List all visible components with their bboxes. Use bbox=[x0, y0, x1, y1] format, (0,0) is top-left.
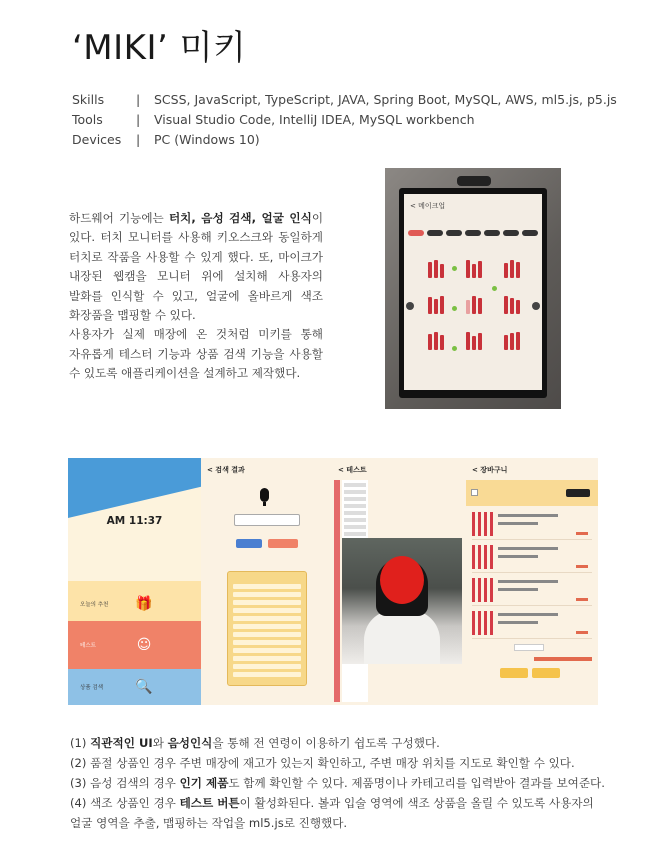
pagination bbox=[514, 644, 544, 651]
note-item bbox=[70, 773, 610, 793]
popup-row bbox=[233, 608, 301, 613]
note-highlight: 인기 제품 bbox=[179, 776, 229, 790]
popup-row bbox=[233, 648, 301, 653]
cart-item bbox=[472, 609, 592, 639]
menu-label: 상품 검색 bbox=[80, 685, 104, 691]
product-thumb bbox=[498, 252, 526, 280]
meta-row-tools bbox=[72, 110, 617, 130]
cart-total bbox=[534, 657, 592, 661]
chip bbox=[427, 230, 443, 236]
test-screen bbox=[332, 458, 466, 705]
meta-label: Devices bbox=[72, 132, 122, 147]
screen-panels bbox=[68, 458, 598, 705]
webcam-icon bbox=[457, 176, 491, 186]
order-button bbox=[500, 668, 528, 678]
menu-search bbox=[68, 669, 201, 705]
microphone-icon bbox=[260, 488, 269, 502]
chip bbox=[446, 230, 462, 236]
note-item bbox=[70, 753, 610, 773]
popup-row bbox=[233, 592, 301, 597]
order-all-button bbox=[532, 668, 560, 678]
kiosk-screen-header: < 메이크업 bbox=[410, 202, 446, 210]
header-shape bbox=[68, 458, 201, 518]
product-thumb bbox=[422, 288, 450, 316]
search-input bbox=[234, 514, 300, 526]
cart-item bbox=[472, 510, 592, 540]
meta-separator: | bbox=[136, 112, 141, 127]
clock-display: AM 11:37 bbox=[106, 515, 163, 527]
popup-row bbox=[233, 640, 301, 645]
chip bbox=[484, 230, 500, 236]
menu-label: 테스트 bbox=[80, 643, 96, 649]
meta-separator: | bbox=[136, 132, 141, 147]
product-thumb bbox=[422, 324, 450, 352]
product-thumb bbox=[460, 324, 488, 352]
category-chips bbox=[408, 230, 538, 236]
chip bbox=[408, 230, 424, 236]
page-title: ‘MIKI’ 미키 bbox=[72, 28, 247, 68]
shirt-shape bbox=[364, 610, 440, 664]
note-text: (4) 색조 상품인 경우 bbox=[70, 796, 180, 810]
note-text: 을 통해 전 연령이 이용하기 쉽도록 구성했다. bbox=[212, 736, 440, 750]
meta-row-skills bbox=[72, 90, 617, 110]
product-thumb bbox=[460, 288, 488, 316]
note-highlight: 직관적인 UI bbox=[90, 736, 153, 750]
status-dot bbox=[452, 346, 457, 351]
face-icon: ☺ bbox=[136, 637, 152, 653]
product-thumb bbox=[422, 252, 450, 280]
select-all-checkbox bbox=[471, 489, 478, 496]
home-screen bbox=[68, 458, 201, 705]
chip bbox=[465, 230, 481, 236]
note-highlight: 음성인식 bbox=[167, 736, 213, 750]
intro-paragraph: 사용자가 실제 매장에 온 것처럼 미키를 통해 자유롭게 테스터 기능과 상품 검색 기능을 사용할 수 있도록 애플리케이션을 설계하고 제작했다. bbox=[69, 327, 323, 381]
product-grid bbox=[422, 252, 526, 352]
menu-label: 오늘의 추천 bbox=[80, 602, 109, 608]
cart-item bbox=[472, 543, 592, 573]
product-thumb bbox=[498, 324, 526, 352]
meta-row-devices bbox=[72, 130, 617, 150]
kiosk-photo bbox=[385, 168, 561, 409]
feature-notes bbox=[70, 733, 610, 833]
gift-icon: 🎁 bbox=[135, 596, 153, 612]
popup-row bbox=[233, 616, 301, 621]
popup-row bbox=[233, 624, 301, 629]
meta-value: SCSS, JavaScript, TypeScript, JAVA, Spring Boot, MySQL, AWS, ml5.js, p5.js bbox=[154, 92, 617, 107]
note-text: 도 함께 확인할 수 있다. 제품명이나 카테고리를 입력받아 결과를 보여준다. bbox=[228, 776, 605, 790]
note-item bbox=[70, 733, 610, 753]
note-highlight: 테스트 버튼 bbox=[179, 796, 240, 810]
screen-header: < 테스트 bbox=[338, 466, 367, 474]
webcam-photo bbox=[342, 538, 462, 664]
intro-highlight: 터치, 음성 검색, 얼굴 인식 bbox=[168, 211, 312, 225]
screen-header: < 검색 결과 bbox=[207, 466, 245, 474]
meta-value: PC (Windows 10) bbox=[154, 132, 260, 147]
popup-row bbox=[233, 632, 301, 637]
face-redaction bbox=[380, 556, 424, 604]
side-strip bbox=[334, 480, 340, 702]
note-text: (3) 음성 검색의 경우 bbox=[70, 776, 180, 790]
note-text: (2) 품절 상품인 경우 주변 매장에 재고가 있는지 확인하고, 주변 매장 위치를 지도로 확인할 수 있다. bbox=[70, 756, 575, 770]
product-thumb bbox=[460, 252, 488, 280]
microphone-stand bbox=[263, 502, 266, 506]
project-meta bbox=[72, 90, 617, 150]
cart-screen bbox=[466, 458, 598, 705]
popup-row bbox=[233, 664, 301, 669]
search-icon: 🔍 bbox=[135, 679, 153, 695]
search-button bbox=[236, 539, 262, 548]
intro-text-run: 하드웨어 기능에는 bbox=[69, 211, 169, 225]
intro-paragraph bbox=[69, 209, 323, 325]
status-dot bbox=[452, 266, 457, 271]
popup-row bbox=[233, 672, 301, 677]
search-screen bbox=[201, 458, 332, 705]
intro-text-run: 이 있다. 터치 모니터를 사용해 키오스크와 동일하게 터치로 작품을 사용할 수 있게 했다. 또, 마이크가 내장된 웹캠을 모니터 위에 설치해 사용자의 발화를 인식할 수 있고, 얼굴에 올바르게 색조 화장품을 맵핑할 수 있다. bbox=[69, 211, 324, 323]
menu-test bbox=[68, 621, 201, 669]
note-text: 이 활성화된다. 볼과 입술 영역에 색조 상품을 올릴 수 있도록 사용자의 얼굴 영역을 추출, 맵핑하는 작업을 ml5.js로 진행했다. bbox=[70, 796, 594, 830]
popup-row bbox=[233, 656, 301, 661]
chip bbox=[522, 230, 538, 236]
chip bbox=[503, 230, 519, 236]
product-thumb bbox=[498, 288, 526, 316]
intro-text bbox=[69, 209, 323, 384]
status-dot bbox=[492, 286, 497, 291]
popup-row bbox=[233, 584, 301, 589]
delete-selected-button bbox=[566, 489, 590, 497]
popular-products-popup bbox=[227, 571, 307, 686]
status-dot bbox=[452, 306, 457, 311]
note-item bbox=[70, 793, 610, 833]
meta-value: Visual Studio Code, IntelliJ IDEA, MySQL workbench bbox=[154, 112, 475, 127]
retry-button bbox=[268, 539, 298, 548]
meta-label: Skills bbox=[72, 92, 105, 107]
meta-label: Tools bbox=[72, 112, 103, 127]
next-arrow-icon bbox=[532, 302, 540, 310]
prev-arrow-icon bbox=[406, 302, 414, 310]
screen-header: < 장바구니 bbox=[472, 466, 508, 474]
popup-row bbox=[233, 600, 301, 605]
meta-separator: | bbox=[136, 92, 141, 107]
note-text: (1) bbox=[70, 736, 91, 750]
cart-item bbox=[472, 576, 592, 606]
note-text: 와 bbox=[152, 736, 168, 750]
kiosk-screen bbox=[404, 194, 542, 390]
